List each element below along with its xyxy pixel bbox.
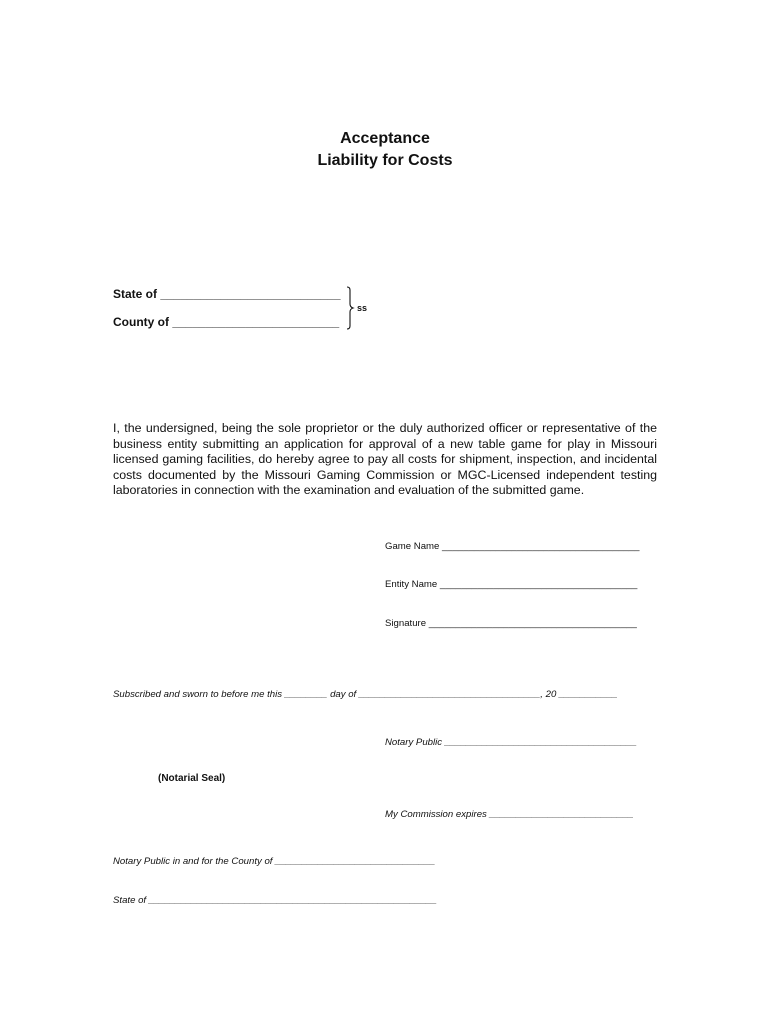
document-subtitle: Liability for Costs — [317, 152, 453, 169]
venue-state-line: State of ___________________________ — [113, 287, 341, 301]
notary-county-field[interactable]: Notary Public in and for the County of ______________________________ — [113, 856, 436, 867]
venue-ss-label: ss — [357, 303, 368, 313]
entity-name-field[interactable]: Entity Name _____________________________________ — [385, 579, 638, 590]
commission-expires-field[interactable]: My Commission expires ___________________________ — [385, 809, 634, 820]
signature-field[interactable]: Signature _______________________________________ — [385, 618, 637, 629]
game-name-field[interactable]: Game Name _____________________________________ — [385, 541, 640, 552]
subscribed-sworn-line[interactable]: Subscribed and sworn to before me this ________ day of __________________________________, 20 ___________ — [113, 689, 618, 700]
venue-brace — [345, 286, 357, 330]
notary-public-field[interactable]: Notary Public ____________________________________ — [385, 737, 637, 748]
document-title: Acceptance — [340, 130, 430, 147]
liability-statement: I, the undersigned, being the sole proprietor or the duly authorized officer or representative of the business entity submitting an application for approval of a new table game for play in Missouri licensed gaming facilities, do hereby agree to pay all costs for shipment, inspection, and incidental costs documented by the Missouri Gaming Commission or MGC-Licensed independent testing laboratories in connection with the examination and evaluation of the submitted game. — [113, 421, 657, 498]
notarial-seal-label: (Notarial Seal) — [158, 773, 226, 784]
venue-county-line: County of _________________________ — [113, 315, 340, 329]
notary-state-field[interactable]: State of ______________________________________________________ — [113, 895, 437, 906]
